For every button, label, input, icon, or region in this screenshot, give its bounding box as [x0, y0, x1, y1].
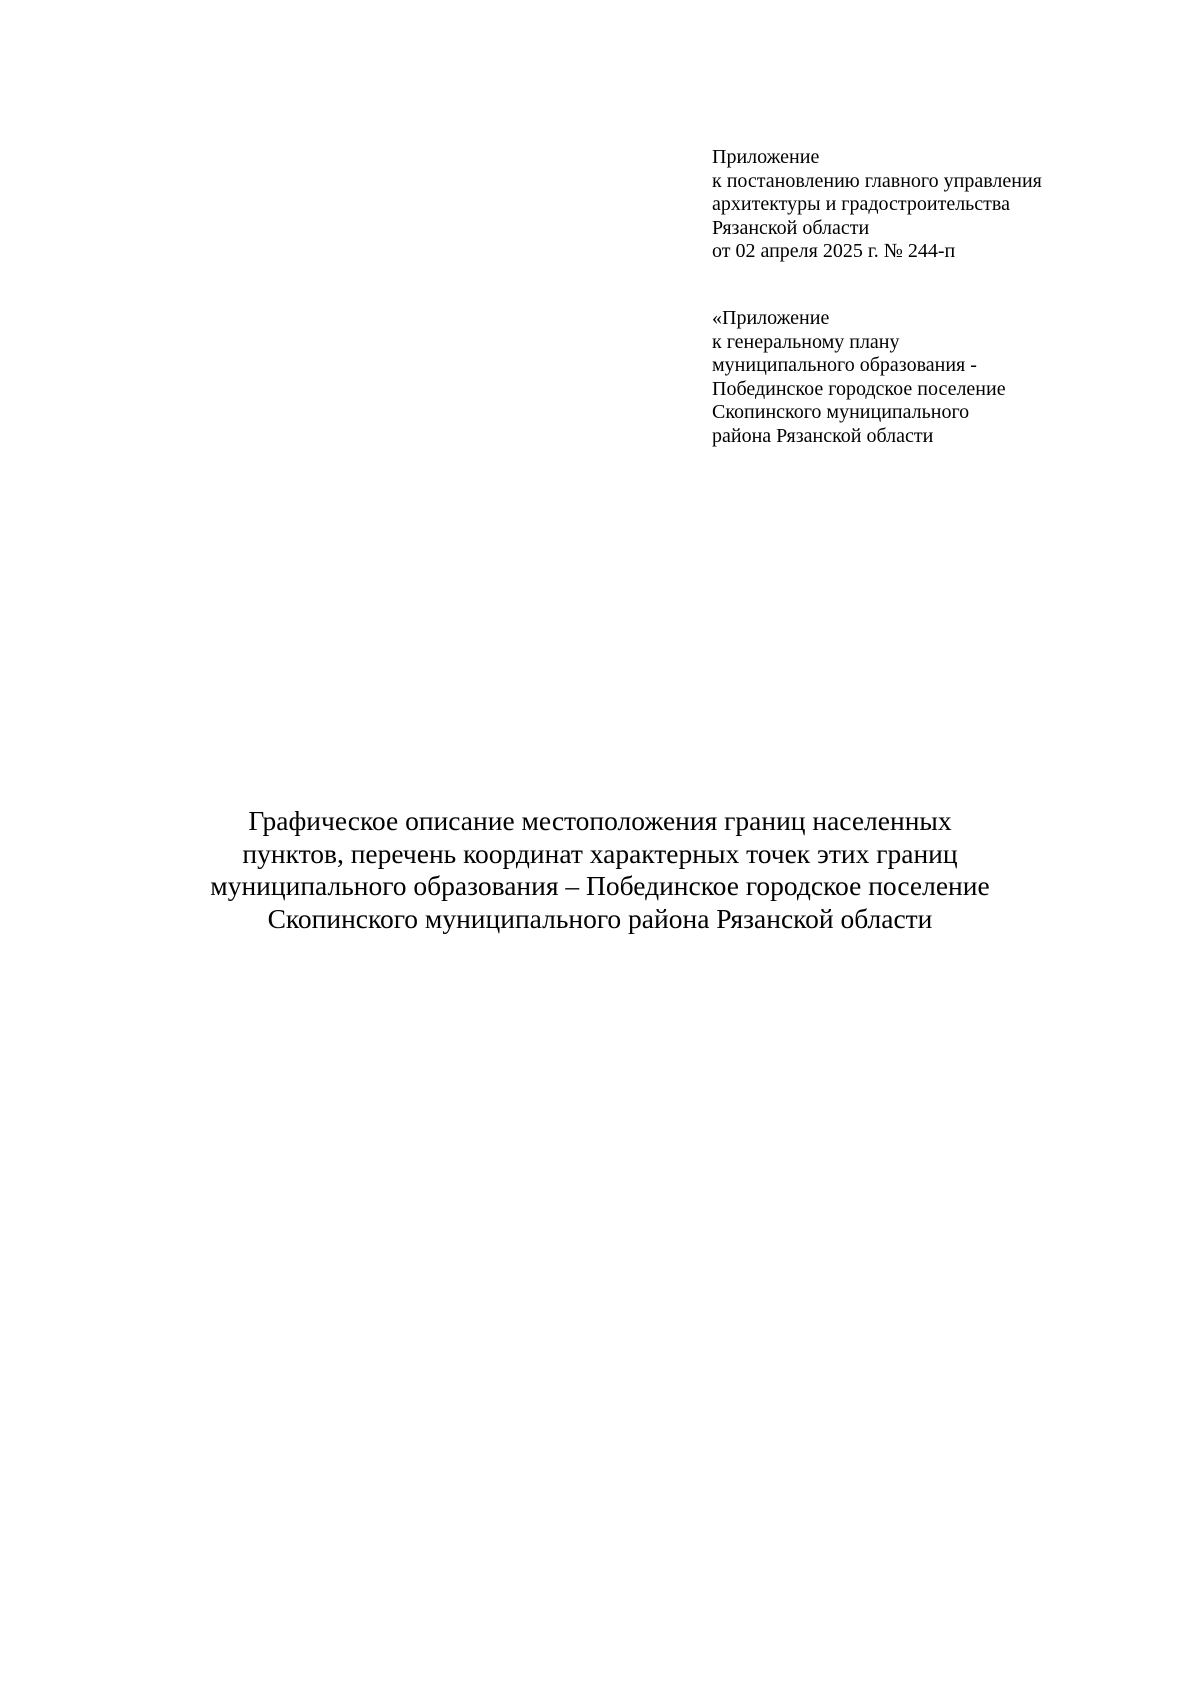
title-line: пунктов, перечень координат характерных точек этих границ [242, 837, 958, 869]
general-plan-annex-header [712, 307, 1006, 449]
annex-label: Приложение [712, 146, 820, 168]
resolution-annex-header [712, 146, 1042, 264]
title-line: Скопинского муниципального района Рязанской области [267, 902, 933, 934]
annex-reference-line: архитектуры и градостроительства [712, 193, 1010, 216]
annex-reference-line: к постановлению главного управления [712, 169, 1042, 192]
resolution-date-number: от 02 апреля 2025 г. № 244-п [712, 240, 956, 263]
annex-reference-line: муниципального образования - [712, 354, 977, 377]
annex-reference-line: района Рязанской области [712, 424, 934, 447]
annex-reference-line: Рязанской области [712, 216, 870, 239]
annex-label: «Приложение [712, 307, 830, 329]
title-line: муниципального образования – Побединское городское поселение [210, 870, 990, 901]
annex-reference-line: к генеральному плану [712, 330, 900, 353]
annex-reference-line: Побединское городское поселение [712, 377, 1006, 400]
annex-reference-line: Скопинского муниципального [712, 401, 970, 424]
document-title [0, 805, 1200, 935]
title-line: Графическое описание местоположения границ населенных [248, 805, 952, 836]
